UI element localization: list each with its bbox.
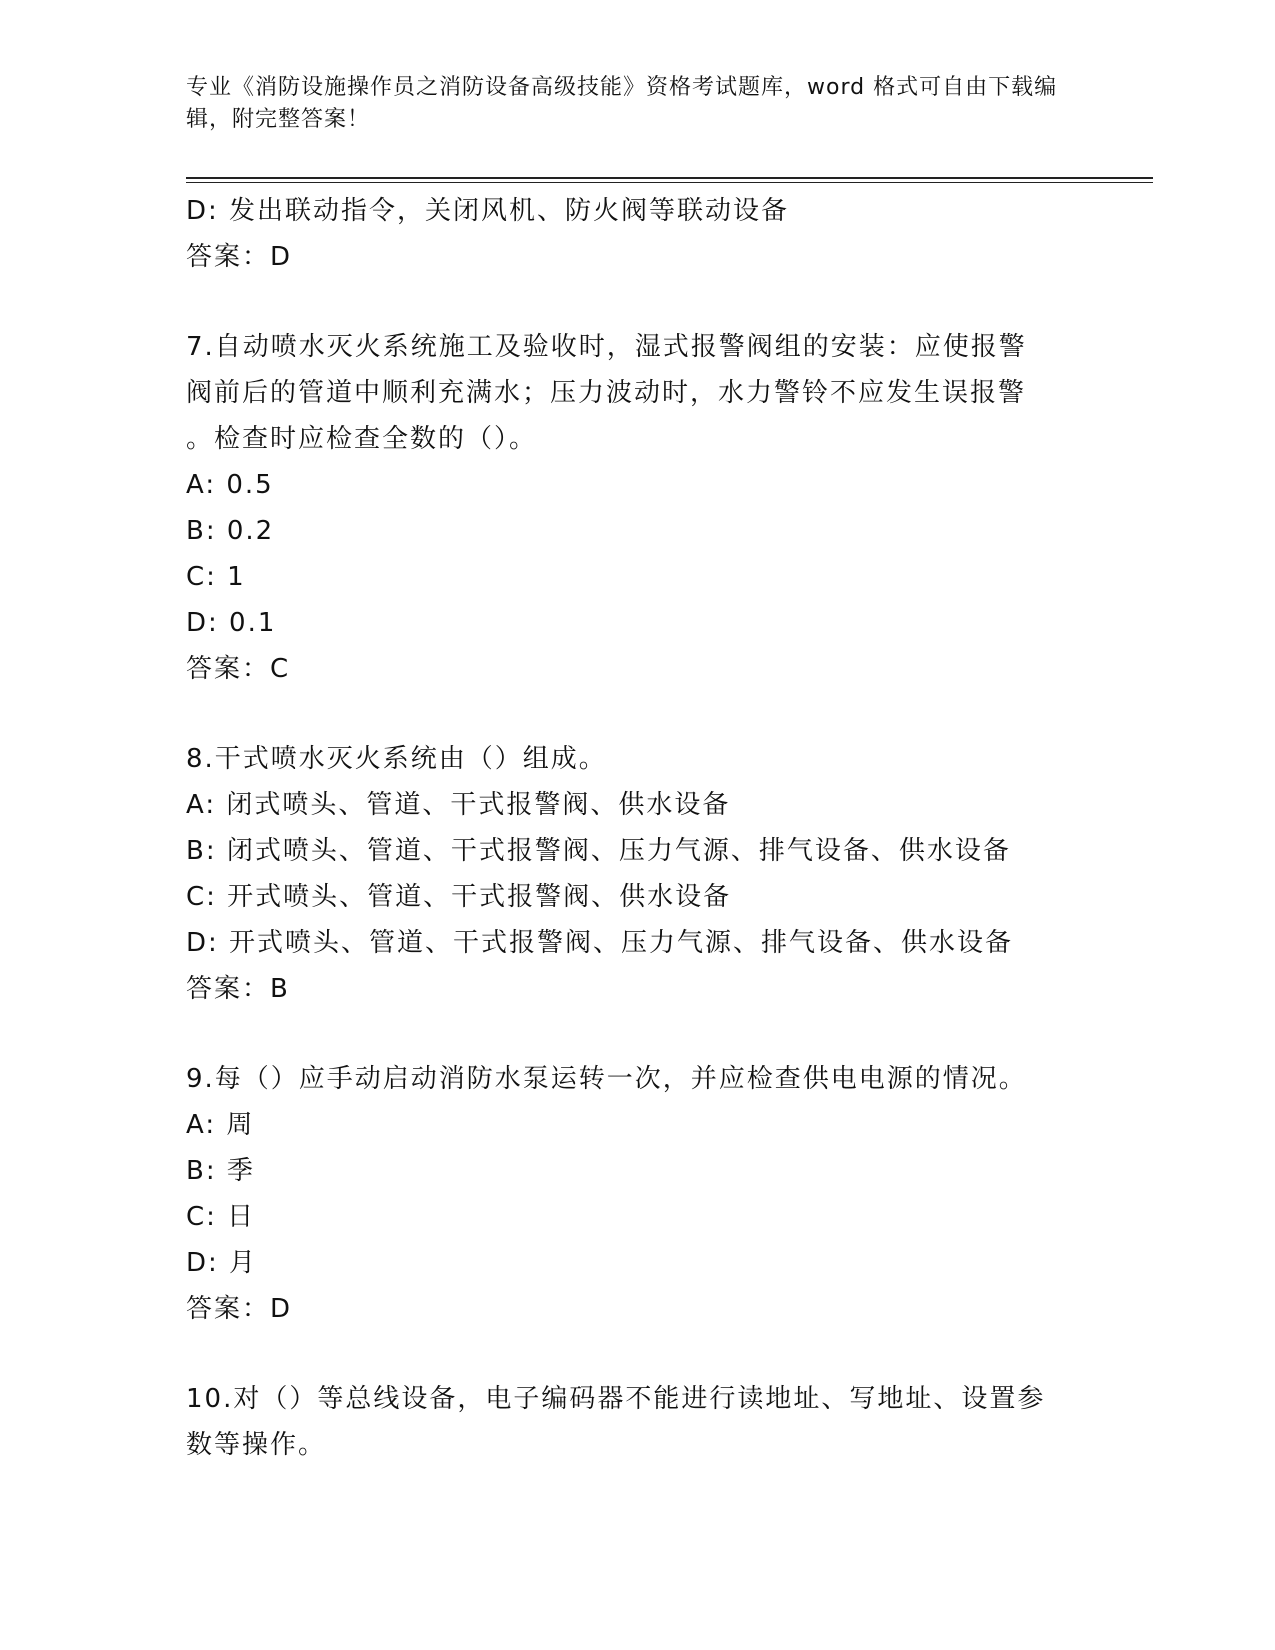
question-stem-line: 8.干式喷水灭火系统由（）组成。 [186,744,607,774]
question-content [186,188,1086,1468]
option-b: B: 0.2 [186,516,275,546]
option-a: A: 闭式喷头、管道、干式报警阀、供水设备 [186,790,731,820]
question-block-10 [186,1376,1086,1468]
question-stem-line: 。检查时应检查全数的（）。 [186,424,538,454]
option-d: D: 0.1 [186,608,277,638]
question-stem-line: 9.每（）应手动启动消防水泵运转一次，并应检查供电电源的情况。 [186,1064,1027,1094]
option-a: A: 周 [186,1110,255,1140]
question-stem-line: 10.对（）等总线设备，电子编码器不能进行读地址、写地址、设置参 [186,1384,1046,1414]
option-c: C: 日 [186,1202,256,1232]
question-block-8 [186,736,1086,1012]
option-d: D: 月 [186,1248,258,1278]
option-d: D: 开式喷头、管道、干式报警阀、压力气源、排气设备、供水设备 [186,928,1014,958]
question-stem-line: 阀前后的管道中顺利充满水；压力波动时，水力警铃不应发生误报警 [186,378,1027,408]
answer: 答案：B [186,974,290,1004]
option-d: D: 发出联动指令，关闭风机、防火阀等联动设备 [186,196,790,226]
answer: 答案：D [186,1294,293,1324]
question-block-7 [186,324,1086,692]
option-b: B: 季 [186,1156,255,1186]
option-a: A: 0.5 [186,470,274,500]
option-c: C: 1 [186,562,246,592]
answer: 答案：C [186,654,291,684]
option-c: C: 开式喷头、管道、干式报警阀、供水设备 [186,882,732,912]
question-stem-line: 数等操作。 [186,1430,327,1460]
header-divider-thick [186,177,1153,179]
question-block-9 [186,1056,1086,1332]
document-header: 专业《消防设施操作员之消防设备高级技能》资格考试题库，word 格式可自由下载编辑，附完整答案！ [186,75,1058,132]
question-stem-line: 7.自动喷水灭火系统施工及验收时，湿式报警阀组的安装：应使报警 [186,332,1027,362]
option-b: B: 闭式喷头、管道、干式报警阀、压力气源、排气设备、供水设备 [186,836,1011,866]
answer: 答案：D [186,242,293,272]
header-divider-thin [186,182,1153,183]
